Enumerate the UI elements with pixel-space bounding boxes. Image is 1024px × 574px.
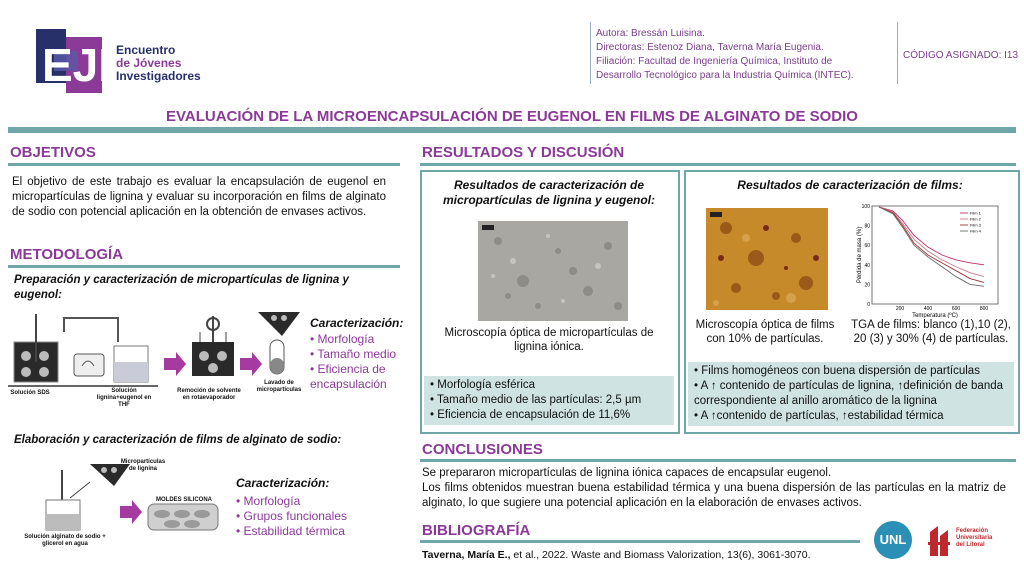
tga-xtick-label: 200 (895, 306, 905, 312)
logo-line-3: Investigadores (116, 69, 201, 83)
caract1-title: Caracterización: (310, 316, 404, 330)
bibliografia-heading: BIBLIOGRAFÍA (422, 522, 531, 539)
results-left-bullet: • Tamaño medio de las partículas: 2,5 µm (430, 393, 674, 408)
author-line: Filiación: Facultad de Ingeniería Química, Instituto de (596, 56, 833, 67)
conclusiones-line-1: Se prepararon micropartículas de lignina iónica capaces de encapsular eugenol. (422, 467, 832, 479)
results-right-bullet: • Films homogéneos con buena dispersión de partículas (694, 364, 1014, 379)
label-lavado: Lavado de micropartículas (256, 380, 302, 393)
conclusiones-heading: CONCLUSIONES (422, 441, 543, 458)
assigned-code: CÓDIGO ASIGNADO: I13 (903, 50, 1019, 61)
results-right-title: Resultados de caracterización de films: (737, 178, 963, 192)
tga-ytick-label: 60 (864, 243, 870, 250)
metodologia-bar (8, 265, 400, 268)
fed-line: Federación (956, 528, 989, 534)
fed-line: del Litoral (956, 542, 985, 548)
tga-xtick-label: 800 (979, 306, 989, 312)
objetivos-heading: OBJETIVOS (10, 144, 96, 161)
results-left-bullet: • Eficiencia de encapsulación de 11,6% (430, 408, 674, 423)
label-rotaevaporador: Remoción de solvente en rotaevaporador (177, 388, 241, 401)
results-right-bullet: • A ↑contenido de partículas, ↑estabilidad térmica (694, 409, 1014, 424)
header-divider-2 (897, 22, 898, 84)
metodologia-sub1: Preparación y caracterización de micropartículas de lignina y eugenol: (14, 274, 349, 301)
conclusiones-bar (420, 459, 1016, 462)
tga-chart-svg (856, 200, 1004, 318)
film-micro-caption: Microscopía óptica de films con 10% de partículas. (695, 319, 835, 345)
objetivos-bar (8, 163, 400, 166)
poster-title: EVALUACIÓN DE LA MICROENCAPSULACIÓN DE EUGENOL EN FILMS DE ALGINATO DE SODIO (166, 108, 858, 125)
bibliografia-rest: et al., 2022. Waste and Biomass Valorization, 13(6), 3061-3070. (510, 549, 811, 561)
tga-ytick-label: 20 (864, 282, 870, 289)
tga-ylabel: Pérdida de masa (%) (857, 226, 863, 284)
conclusiones-line-2: Los films obtenidos muestran buena estabilidad térmica y una buena dispersión de las partículas en la matriz de alginato, lo que sugiere una potencial aplicación en la elaboración de envases activos. (422, 482, 1006, 509)
metodologia-heading: METODOLOGÍA (10, 246, 124, 263)
metodologia-sub2: Elaboración y caracterización de films de alginato de sodio: (14, 434, 342, 446)
tga-ytick-label: 80 (864, 223, 870, 230)
caract2-item: • Morfología (236, 494, 376, 509)
title-bar (8, 127, 1016, 133)
tga-caption: TGA de films: blanco (1),10 (2), 20 (3) y 30% (4) de partículas. (851, 319, 1011, 345)
tga-legend-label: Film 4 (970, 228, 981, 234)
bibliografia-bar (420, 540, 860, 543)
tga-xtick-label: 400 (923, 306, 933, 312)
eji-logo (36, 25, 106, 97)
author-line: Autora: Bressán Luisina. (596, 28, 705, 39)
bibliografia-ref (422, 549, 811, 561)
results-left-bullets (424, 376, 674, 425)
caract1-item: • Morfología (310, 332, 406, 347)
film-micro-image (706, 208, 828, 310)
label-moldes: MOLDES SILICONA (155, 497, 212, 503)
tga-legend-label: Film 3 (970, 222, 981, 228)
results-left-title: Resultados de caracterización de micropartículas de lignina y eugenol: (442, 178, 656, 207)
tga-ytick-label: 0 (867, 302, 870, 308)
tga-ytick-label: 100 (861, 204, 870, 210)
caract1-item: • Tamaño medio (310, 347, 406, 362)
caract1-list (310, 332, 406, 392)
tga-chart (856, 200, 1004, 318)
objetivos-text: El objetivo de este trabajo es evaluar la encapsulación de eugenol en micropartículas de lignina y evaluar su incorporación en films de alginato de sodio con potencial aplicación en la obtención de envases activos. (12, 176, 386, 218)
author-block (596, 27, 854, 83)
logo-line-2: de Jóvenes (116, 56, 182, 70)
resultados-heading: RESULTADOS Y DISCUSIÓN (422, 144, 625, 161)
label-microparticulas: Micropartículas de lignina (120, 459, 166, 472)
logo-letters: EJI (42, 39, 106, 91)
results-right-bullet: • A ↑ contenido de partículas de lignina, ↑definición de banda correspondiente al anillo aromático de la lignina (694, 379, 1014, 409)
logo-line-1: Encuentro (116, 43, 176, 57)
tga-legend-label: Film 1 (970, 210, 981, 216)
label-sds: Solución SDS (10, 390, 50, 396)
caract2-list (236, 494, 376, 539)
tga-legend-label: Film 2 (970, 216, 981, 222)
label-lignina-thf: Solución lignina+eugenol en THF (96, 388, 152, 408)
caract2-title: Caracterización: (236, 476, 330, 490)
micro-lignina-image (478, 221, 628, 321)
tga-xtick-label: 600 (951, 306, 961, 312)
caract1-item: • Eficiencia de encapsulación (310, 362, 406, 392)
author-line: Directoras: Estenoz Diana, Taverna María Eugenia. (596, 42, 824, 53)
caract2-item: • Grupos funcionales (236, 509, 376, 524)
results-left-bullet: • Morfología esférica (430, 378, 674, 393)
unl-logo: UNL (874, 521, 912, 559)
fed-logo-mark (926, 522, 952, 558)
bibliografia-author: Taverna, María E., (422, 549, 511, 561)
caract2-item: • Estabilidad térmica (236, 524, 376, 539)
tga-ytick-label: 40 (864, 262, 870, 269)
logo-wordmark (116, 44, 201, 83)
results-right-bullets (688, 362, 1014, 426)
fed-line: Universitaria (956, 535, 993, 541)
label-alginato: Solución alginato de sodio + glicerol en agua (24, 534, 106, 547)
header-divider-1 (590, 22, 591, 84)
fed-logo-text (956, 528, 992, 549)
author-line: Desarrollo Tecnológico para la Industria Química (INTEC). (596, 70, 854, 81)
tga-xlabel: Temperatura (ºC) (912, 313, 958, 318)
micro-lignina-caption: Microscopía óptica de micropartículas de lignina iónica. (444, 327, 654, 353)
resultados-bar (420, 163, 1016, 166)
